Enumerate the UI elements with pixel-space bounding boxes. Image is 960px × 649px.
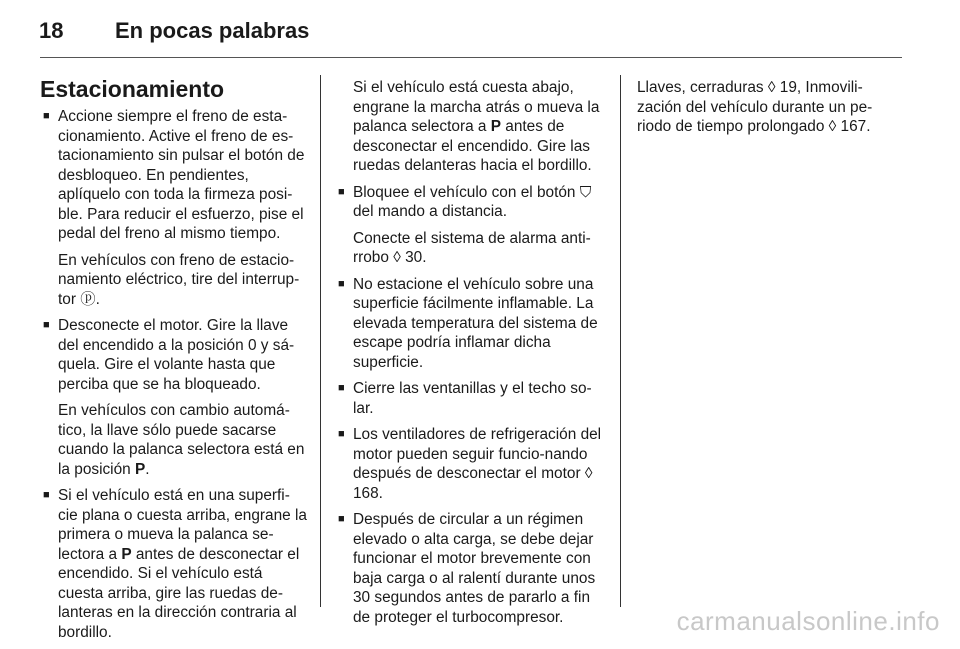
list-item bbox=[40, 486, 308, 642]
list-item bbox=[335, 183, 605, 268]
bullet-icon: ■ bbox=[43, 110, 50, 122]
list-item bbox=[40, 316, 308, 479]
header-rule bbox=[40, 57, 902, 58]
paragraph: Conecte el sistema de alarma anti-rrobo ◊ 30. bbox=[353, 229, 591, 266]
paragraph: En vehículos con freno de estacio-namiento eléctrico, tire del interrup-tor ⓟ. bbox=[58, 251, 300, 308]
paragraph: Desconecte el motor. Gire la llave del encendido a la posición 0 y sá-quela. Gire el volante hasta que perciba que se ha bloqueado. bbox=[58, 317, 295, 393]
list-item bbox=[335, 425, 605, 503]
paragraph: No estacione el vehículo sobre una superficie fácilmente inflamable. La elevada temperatura del sistema de escape podría inflamar dicha superficie. bbox=[353, 275, 598, 371]
section-title: En pocas palabras bbox=[115, 18, 310, 43]
paragraph: Después de circular a un régimen elevado o alta carga, se debe dejar funcionar el motor brevemente con baja carga o al ralentí durante unos 30 segundos antes de pararlo a fin de proteger el turbocompresor. bbox=[353, 511, 596, 626]
list-item bbox=[335, 275, 605, 373]
paragraph: Accione siempre el freno de esta-cionamiento. Active el freno de es-tacionamiento sin pulsar el botón de desbloqueo. En pendientes, aplíquelo con toda la firmeza posi-ble. Para reducir el esfuerzo, pise el pedal del freno al mismo tiempo. bbox=[58, 108, 305, 242]
page-header bbox=[33, 18, 900, 46]
paragraph: Si el vehículo está cuesta abajo, engrane la marcha atrás o mueva la palanca selectora a P antes de desconectar el encendido. Gire las ruedas delanteras hacia el bordillo. bbox=[353, 79, 600, 174]
column-2 bbox=[335, 78, 605, 634]
list-item bbox=[335, 510, 605, 627]
bullet-icon: ■ bbox=[338, 277, 345, 290]
paragraph: Los ventiladores de refrigeración del motor pueden seguir funcio-nando después de desconectar el motor ◊ 168. bbox=[353, 426, 602, 502]
instruction-list bbox=[40, 107, 308, 642]
column-1 bbox=[40, 75, 308, 649]
bullet-icon: ■ bbox=[43, 319, 50, 331]
list-item bbox=[335, 379, 605, 418]
page-title: Estacionamiento bbox=[40, 76, 225, 102]
paragraph: Bloquee el vehículo con el botón ⛉ del mando a distancia. bbox=[353, 183, 592, 220]
bullet-icon: ■ bbox=[338, 382, 345, 394]
watermark-text: carmanualsonline.info bbox=[676, 606, 940, 636]
list-item bbox=[40, 107, 308, 309]
column-divider-1 bbox=[320, 75, 321, 607]
bullet-icon: ■ bbox=[338, 185, 345, 198]
paragraph: Cierre las ventanillas y el techo so-lar. bbox=[353, 380, 592, 417]
instruction-list bbox=[335, 183, 605, 628]
bullet-icon: ■ bbox=[43, 489, 50, 501]
column-3 bbox=[637, 78, 899, 144]
paragraph: Llaves, cerraduras ◊ 19, Inmovili-zación del vehículo durante un pe-riodo de tiempo prolongado ◊ 167. bbox=[637, 79, 873, 135]
paragraph: En vehículos con cambio automá-tico, la llave sólo puede sacarse cuando la palanca selectora está en la posición P. bbox=[58, 402, 305, 478]
column-divider-2 bbox=[620, 75, 621, 607]
page-number: 18 bbox=[39, 18, 64, 43]
bullet-icon: ■ bbox=[338, 428, 345, 440]
bullet-icon: ■ bbox=[338, 513, 345, 525]
paragraph: Si el vehículo está en una superfi-cie plana o cuesta arriba, engrane la primera o mueva la palanca se-lectora a P antes de desconectar el encendido. Si el vehículo está cuesta arriba, gire las ruedas de-lanteras en la dirección contraria al bordillo. bbox=[58, 487, 307, 641]
